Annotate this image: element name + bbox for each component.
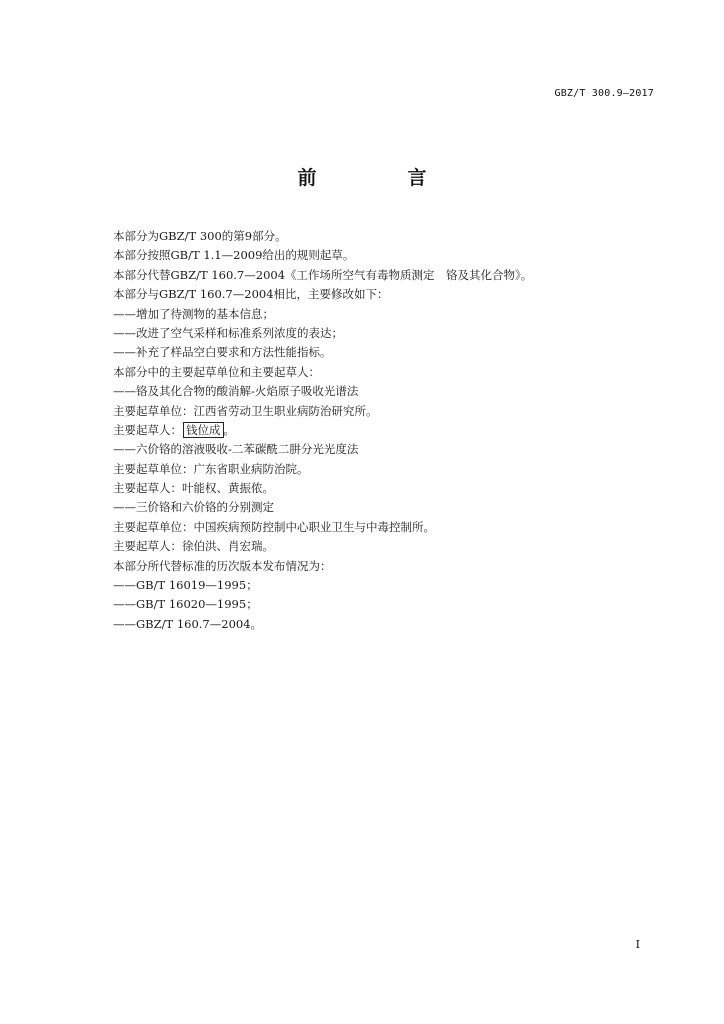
text-line: ——GB/T 16019—1995； [113,578,258,593]
text-line: ——六价铬的溶液吸收-二苯碳酰二肼分光光度法 [113,442,359,457]
page-title: 前 言 [297,167,463,189]
text-line: 本部分为GBZ/T 300的第9部分。 [113,229,287,243]
drafter-suffix: 。 [223,422,235,437]
text-line: ——增加了待测物的基本信息； [113,306,274,321]
foreword-body [113,227,633,634]
text-line: ——补充了样品空白要求和方法性能指标。 [113,345,332,360]
page-number: I [635,938,640,951]
text-line: 主要起草单位：广东省职业病防治院。 [113,461,309,476]
text-line: ——改进了空气采样和标准系列浓度的表达； [113,325,343,340]
text-line: 主要起草单位：江西省劳动卫生职业病防治研究所。 [113,403,378,418]
text-line: 主要起草单位：中国疾病预防控制中心职业卫生与中毒控制所。 [113,519,435,534]
text-line: 本部分与GBZ/T 160.7—2004相比，主要修改如下： [113,287,389,302]
text-line: ——GB/T 16020—1995； [113,597,258,612]
drafter-name-highlight: 钱位成 [183,422,224,438]
standard-code: GBZ/T 300.9—2017 [554,88,654,99]
text-line: 本部分代替GBZ/T 160.7—2004《工作场所空气有毒物质测定 铬及其化合物》。 [113,267,533,282]
text-line: ——三价铬和六价铬的分别测定 [113,500,274,515]
text-line: ——铬及其化合物的酸消解-火焰原子吸收光谱法 [113,384,359,399]
text-line: ——GBZ/T 160.7—2004。 [113,616,263,631]
drafter-prefix: 主要起草人： [113,422,182,437]
text-line: 本部分按照GB/T 1.1—2009给出的规则起草。 [113,248,355,263]
drafter-line [113,421,633,440]
text-line: 主要起草人：徐伯洪、肖宏瑞。 [113,539,274,554]
text-line: 本部分中的主要起草单位和主要起草人： [113,364,320,379]
text-line: 主要起草人：叶能权、黄振侬。 [113,481,274,496]
text-line: 本部分所代替标准的历次版本发布情况为： [113,558,332,573]
